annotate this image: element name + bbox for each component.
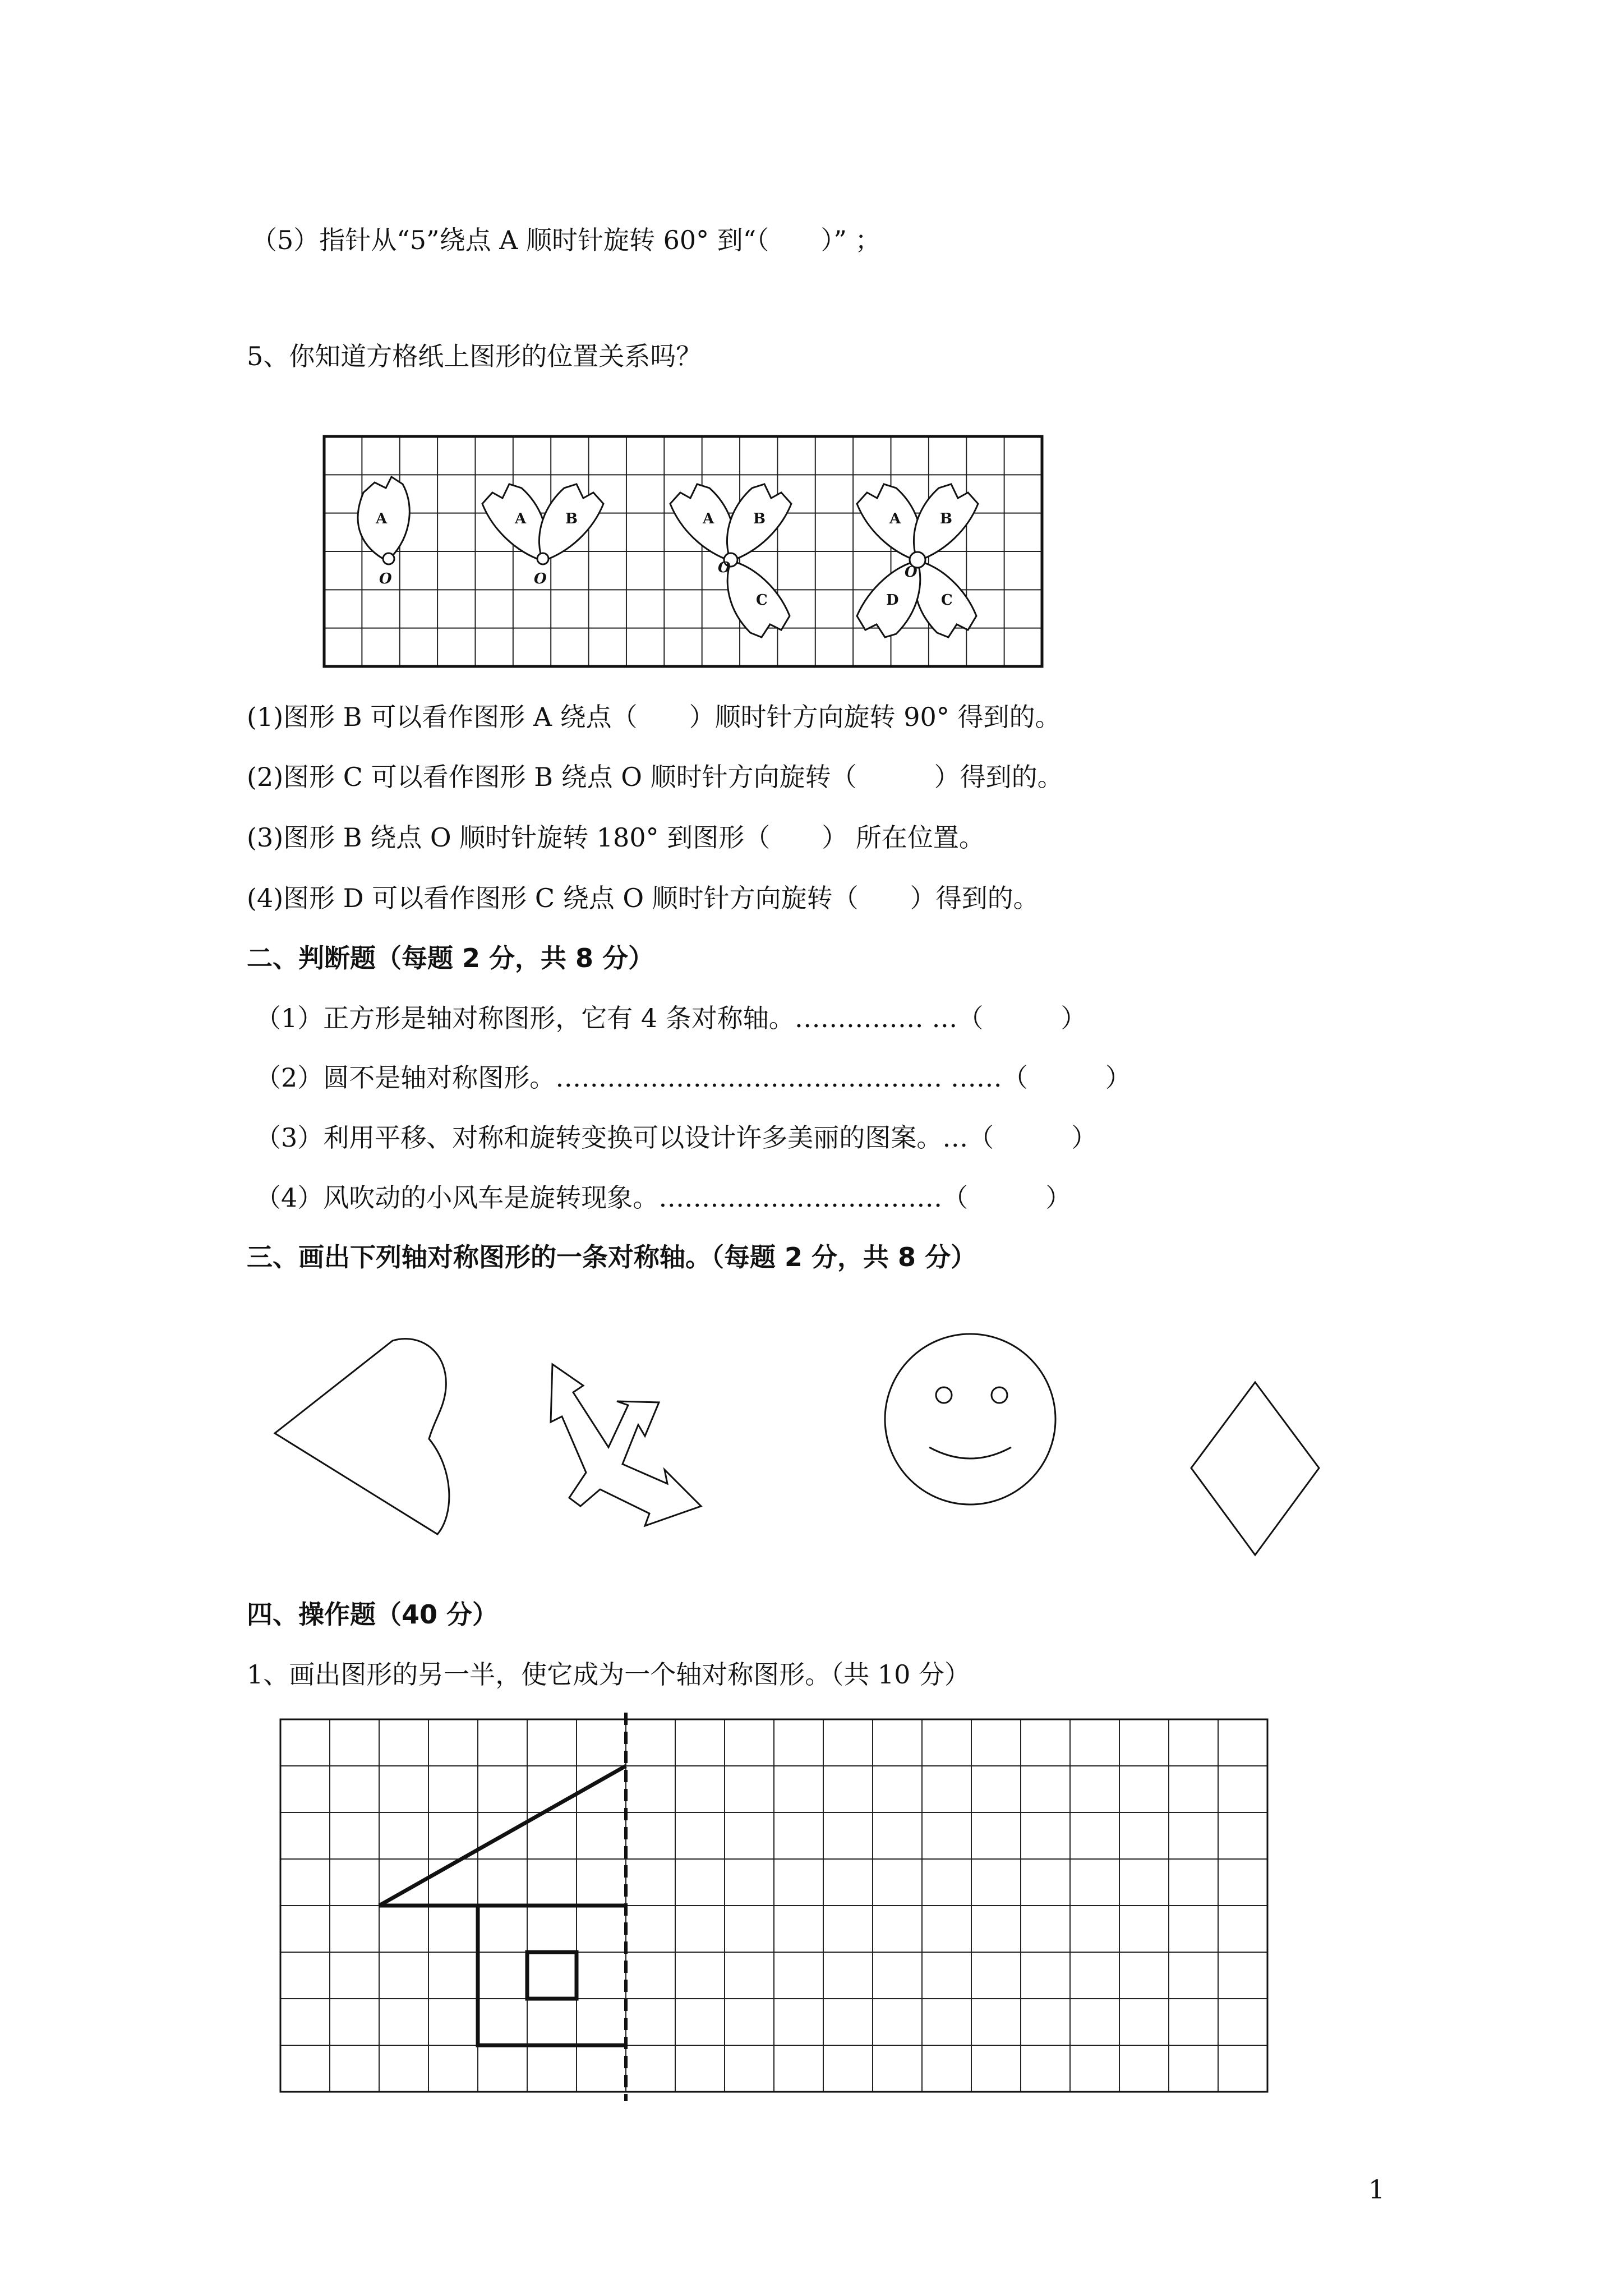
- section4-heading: 四、操作题（40 分）: [247, 1599, 499, 1630]
- label-o-4: O: [905, 564, 917, 581]
- judge-item-1: （1）正方形是轴对称图形，它有 4 条对称轴。…………… …（ ）: [255, 1003, 1087, 1033]
- smiley-face: [883, 1332, 1063, 1512]
- label-b-3: B: [753, 510, 766, 527]
- judge-item-4: （4）风吹动的小风车是旋转现象。……………………………（ ）: [255, 1182, 1072, 1213]
- label-o-3: O: [718, 559, 731, 576]
- label-c-3: C: [756, 592, 768, 609]
- label-a-4: A: [889, 510, 901, 527]
- label-a-2: A: [515, 510, 527, 527]
- label-d-4: D: [886, 592, 899, 609]
- judge-item-3: （3）利用平移、对称和旋转变换可以设计许多美丽的图案。…（ ）: [255, 1122, 1098, 1153]
- label-o-1: O: [379, 570, 392, 587]
- label-b-4: B: [940, 510, 952, 527]
- q4-item5: （5）指针从“5”绕点 A 顺时针旋转 60° 到“（ ）” ；: [251, 225, 881, 255]
- section2-heading: 二、判断题（每题 2 分，共 8 分）: [247, 943, 654, 973]
- q5-title: 5、你知道方格纸上图形的位置关系吗？: [247, 341, 702, 371]
- q5-item-4: (4)图形 D 可以看作图形 C 绕点 O 顺时针方向旋转（ ）得到的。: [247, 883, 1039, 913]
- symmetry-grid-figure: [280, 1719, 1267, 2101]
- section3-heading: 三、画出下列轴对称图形的一条对称轴。（每题 2 分，共 8 分）: [247, 1242, 977, 1272]
- rotation-grid-figure: [324, 436, 1042, 666]
- page-number: 1: [1368, 2174, 1385, 2205]
- label-a-3: A: [703, 510, 714, 527]
- section4-q1: 1、画出图形的另一半，使它成为一个轴对称图形。（共 10 分）: [247, 1659, 971, 1690]
- heart-shape: [269, 1335, 454, 1537]
- q5-item-2: (2)图形 C 可以看作图形 B 绕点 O 顺时针方向旋转（ ）得到的。: [247, 762, 1063, 792]
- label-c-4: C: [941, 592, 953, 609]
- q5-item-3: (3)图形 B 绕点 O 顺时针旋转 180° 到图形（ ） 所在位置。: [247, 822, 985, 853]
- judge-item-2: （2）圆不是轴对称图形。……………………………………… ……（ ）: [255, 1062, 1131, 1093]
- rhombus: [1189, 1380, 1324, 1559]
- label-a-1: A: [376, 510, 388, 527]
- label-o-2: O: [534, 570, 547, 587]
- label-b-2: B: [565, 510, 578, 527]
- three-arrow-shape: [538, 1363, 723, 1531]
- q5-item-1: (1)图形 B 可以看作图形 A 绕点（ ）顺时针方向旋转 90° 得到的。: [247, 702, 1061, 732]
